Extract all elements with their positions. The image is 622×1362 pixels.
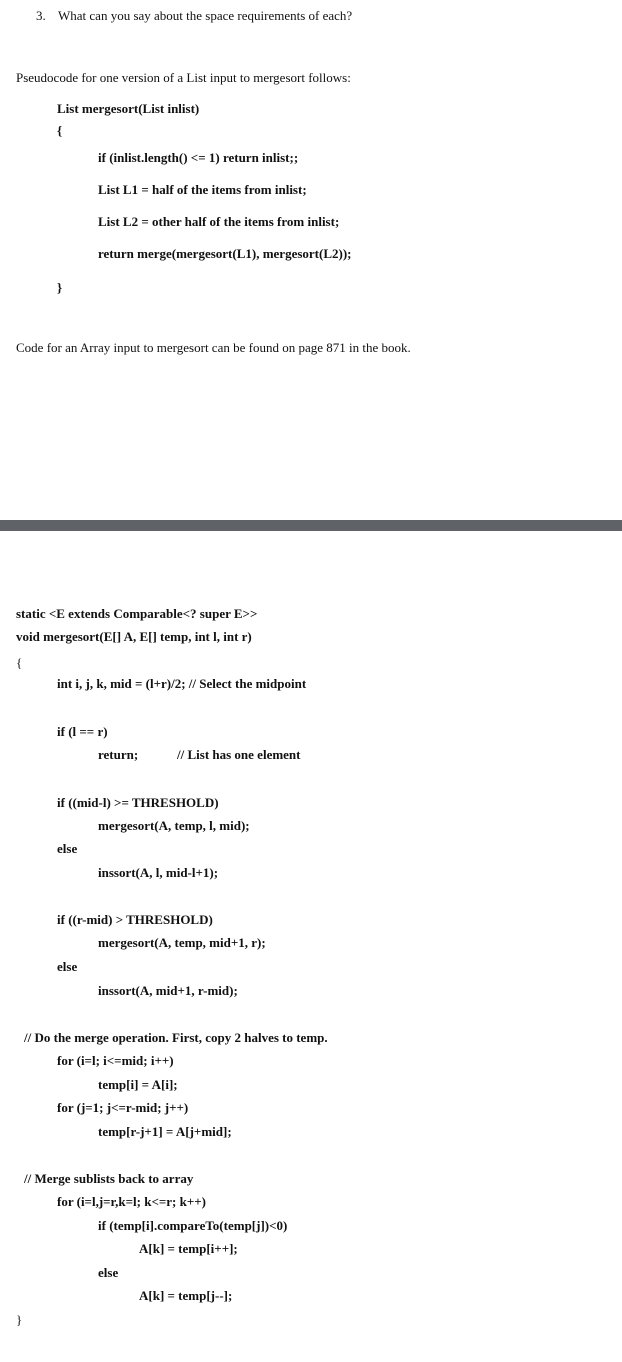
list-code-signature: List mergesort(List inlist) xyxy=(57,101,200,116)
list-code-line-4: return merge(mergesort(L1), mergesort(L2)); xyxy=(98,246,352,261)
array-code-else-3: else xyxy=(98,1265,119,1280)
array-code-assign-j: A[k] = temp[j--]; xyxy=(139,1288,233,1303)
array-code-for-i: for (i=l; i<=mid; i++) xyxy=(57,1053,174,1068)
list-code-line-3: List L2 = other half of the items from inlist; xyxy=(98,214,340,229)
array-code-open-brace: { xyxy=(16,655,23,670)
array-code-for-j: for (j=1; j<=r-mid; j++) xyxy=(57,1100,189,1115)
array-code-if-compare: if (temp[i].compareTo(temp[j])<0) xyxy=(98,1218,288,1233)
array-code-insert-right: inssort(A, mid+1, r-mid); xyxy=(98,983,238,998)
array-code-else-1: else xyxy=(57,841,78,856)
array-code-call-right: mergesort(A, temp, mid+1, r); xyxy=(98,935,266,950)
array-note: Code for an Array input to mergesort can be found on page 871 in the book. xyxy=(16,340,411,355)
question-number: 3. xyxy=(36,8,46,23)
array-code-return: return; xyxy=(98,747,139,762)
question-text: What can you say about the space requirements of each? xyxy=(58,8,353,23)
array-code-if-right: if ((r-mid) > THRESHOLD) xyxy=(57,912,213,927)
list-intro: Pseudocode for one version of a List input to mergesort follows: xyxy=(16,70,351,85)
list-code-close-brace: } xyxy=(57,280,63,295)
page-divider xyxy=(0,520,622,531)
list-code-line-1: if (inlist.length() <= 1) return inlist;; xyxy=(98,150,299,165)
array-code-declaration: int i, j, k, mid = (l+r)/2; // Select the midpoint xyxy=(57,676,307,691)
array-code-close-brace: } xyxy=(16,1312,23,1327)
array-code-comment-copy: // Do the merge operation. First, copy 2 halves to temp. xyxy=(24,1030,328,1045)
array-code-return-comment: // List has one element xyxy=(177,747,301,762)
array-code-insert-left: inssort(A, l, mid-l+1); xyxy=(98,865,219,880)
array-code-for-k: for (i=l,j=r,k=l; k<=r; k++) xyxy=(57,1194,206,1209)
list-code-line-2: List L1 = half of the items from inlist; xyxy=(98,182,307,197)
array-code-temp-rj: temp[r-j+1] = A[j+mid]; xyxy=(98,1124,232,1139)
array-code-assign-i: A[k] = temp[i++]; xyxy=(139,1241,238,1256)
array-code-call-left: mergesort(A, temp, l, mid); xyxy=(98,818,250,833)
array-code-comment-merge: // Merge sublists back to array xyxy=(24,1171,194,1186)
array-code-else-2: else xyxy=(57,959,78,974)
array-code-temp-i: temp[i] = A[i]; xyxy=(98,1077,178,1092)
array-code-if-one: if (l == r) xyxy=(57,724,108,739)
array-code-if-left: if ((mid-l) >= THRESHOLD) xyxy=(57,795,219,810)
array-code-signature-2: void mergesort(E[] A, E[] temp, int l, int r) xyxy=(16,629,252,644)
list-code-open-brace: { xyxy=(57,123,63,138)
array-code-signature-1: static <E extends Comparable<? super E>> xyxy=(16,606,258,621)
